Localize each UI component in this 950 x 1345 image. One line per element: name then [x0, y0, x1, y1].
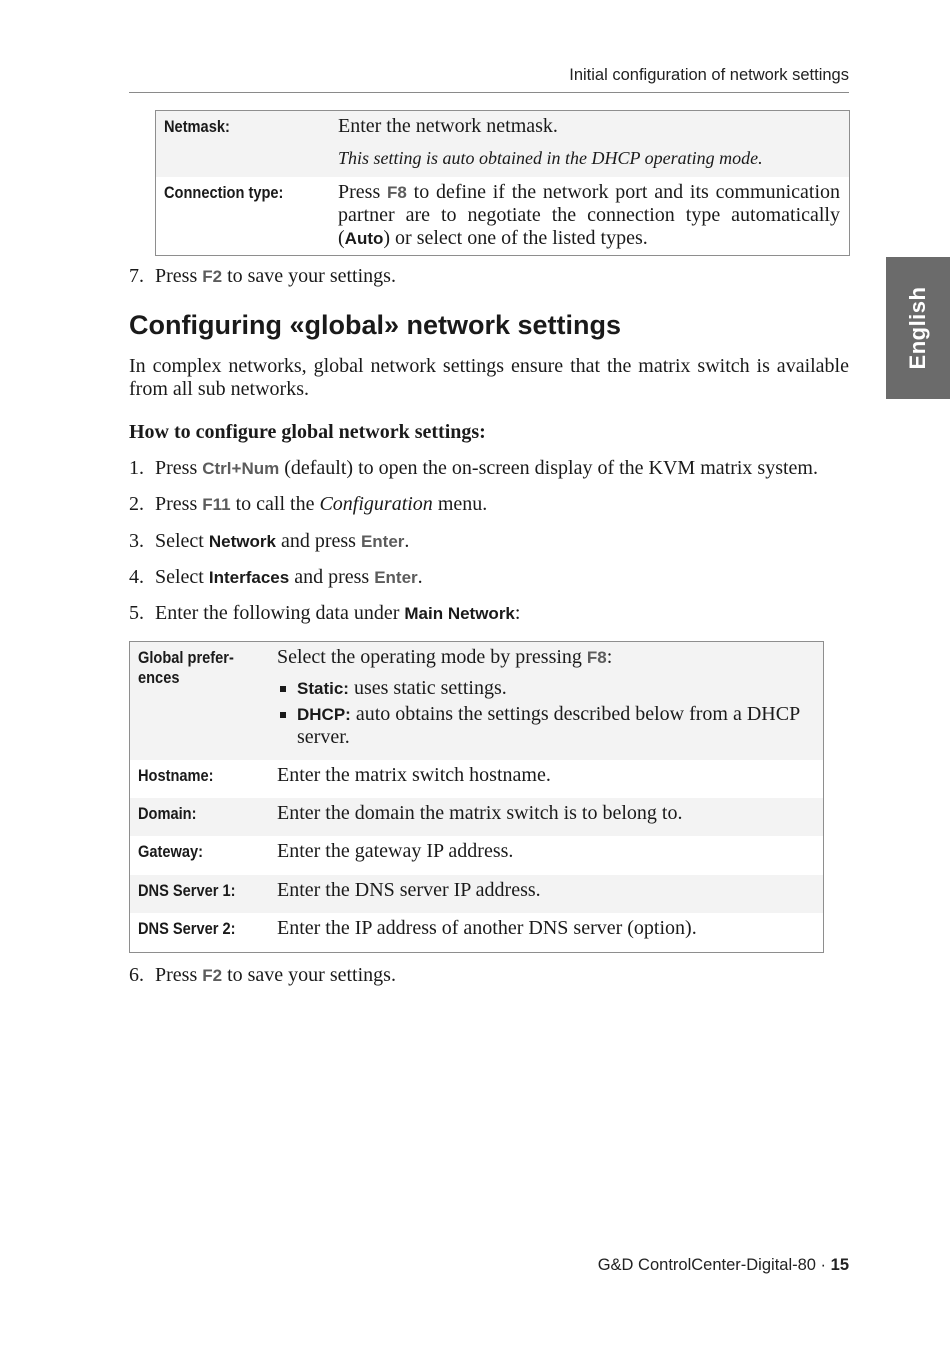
table-row-dns-server-2 [130, 913, 823, 952]
domain-label: Domain: [138, 804, 197, 823]
step-5: 5. Enter the following data under Main Network: [129, 602, 521, 624]
enter-key: Enter [360, 532, 405, 551]
dhcp-option: DHCP: [297, 705, 351, 724]
step-4: 4. Select Interfaces and press Enter. [129, 566, 423, 588]
dns-server-2-label: DNS Server 2: [138, 919, 236, 938]
f11-key: F11 [202, 495, 231, 514]
step-2: 2. Press F11 to call the Configuration menu. [129, 493, 488, 515]
language-tab-label: English [905, 286, 930, 370]
howto-heading: How to configure global network settings: [129, 421, 486, 443]
table-row-netmask [156, 111, 849, 177]
hostname-description: Enter the matrix switch hostname. [277, 764, 551, 786]
step-7: 7. Press F2 to save your settings. [129, 265, 396, 287]
global-preferences-label-line2: ences [138, 668, 180, 687]
running-header-title: Initial configuration of network settings [569, 66, 849, 84]
section-title: Configuring «global» network settings [129, 310, 622, 340]
hostname-label: Hostname: [138, 766, 214, 785]
auto-option: Auto [344, 229, 384, 248]
global-preferences-label-line1: Global prefer- [138, 648, 234, 667]
bullet-square-icon [280, 686, 286, 692]
dns-server-2-description: Enter the IP address of another DNS server (option). [277, 917, 697, 939]
bullet-square-icon [280, 712, 286, 718]
network-menu-item: Network [208, 532, 276, 551]
dns-server-1-label: DNS Server 1: [138, 881, 236, 900]
section-intro: In complex networks, global network settings ensure that the matrix switch is available from all sub networks. [129, 355, 849, 400]
f8-key: F8 [586, 648, 607, 667]
configuration-menu-name: Configuration [319, 493, 433, 515]
domain-description: Enter the domain the matrix switch is to belong to. [277, 802, 683, 824]
page-footer [598, 1256, 849, 1275]
gateway-description: Enter the gateway IP address. [277, 840, 514, 862]
netmask-description: Enter the network netmask. [338, 115, 558, 137]
netmask-label: Netmask: [164, 117, 230, 136]
table-row-dns-server-1 [130, 875, 823, 913]
language-tab [886, 257, 950, 399]
netmask-note: This setting is auto obtained in the DHCP operating mode. [338, 148, 763, 168]
connection-type-label: Connection type: [164, 183, 284, 202]
table-row-gateway [130, 836, 823, 875]
static-option: Static: [297, 679, 349, 698]
list-item-static: Static: uses static settings. [280, 677, 800, 700]
f2-key: F2 [202, 267, 223, 286]
f2-key: F2 [202, 966, 223, 985]
global-preferences-description: Select the operating mode by pressing F8: [277, 646, 613, 668]
table-row-domain [130, 798, 823, 836]
footer-product: G&D ControlCenter-Digital-80 · [597, 1256, 831, 1274]
step-6: 6. Press F2 to save your settings. [129, 964, 396, 986]
interfaces-menu-item: Interfaces [208, 568, 290, 587]
connection-settings-table [155, 110, 850, 256]
dns-server-1-description: Enter the DNS server IP address. [277, 879, 541, 901]
step-3: 3. Select Network and press Enter. [129, 530, 410, 552]
connection-type-description: Press F8 to define if the network port and its communication partner are to negotiate the connection type automatically (Auto) or select one of the listed types. [338, 181, 840, 249]
gateway-label: Gateway: [138, 842, 204, 861]
enter-key: Enter [374, 568, 418, 587]
page-number: 15 [830, 1256, 849, 1274]
step-1: 1. Press Ctrl+Num (default) to open the on-screen display of the KVM matrix system. [129, 457, 818, 479]
ctrl-num-key: Ctrl+Num [202, 459, 280, 478]
main-network-menu-item: Main Network [404, 604, 515, 623]
running-header [129, 66, 849, 93]
table-row-hostname [130, 760, 823, 798]
table-row-connection-type [156, 177, 849, 255]
list-item-dhcp: DHCP: auto obtains the settings described below from a DHCP server. [280, 703, 800, 749]
f8-key: F8 [387, 183, 407, 202]
